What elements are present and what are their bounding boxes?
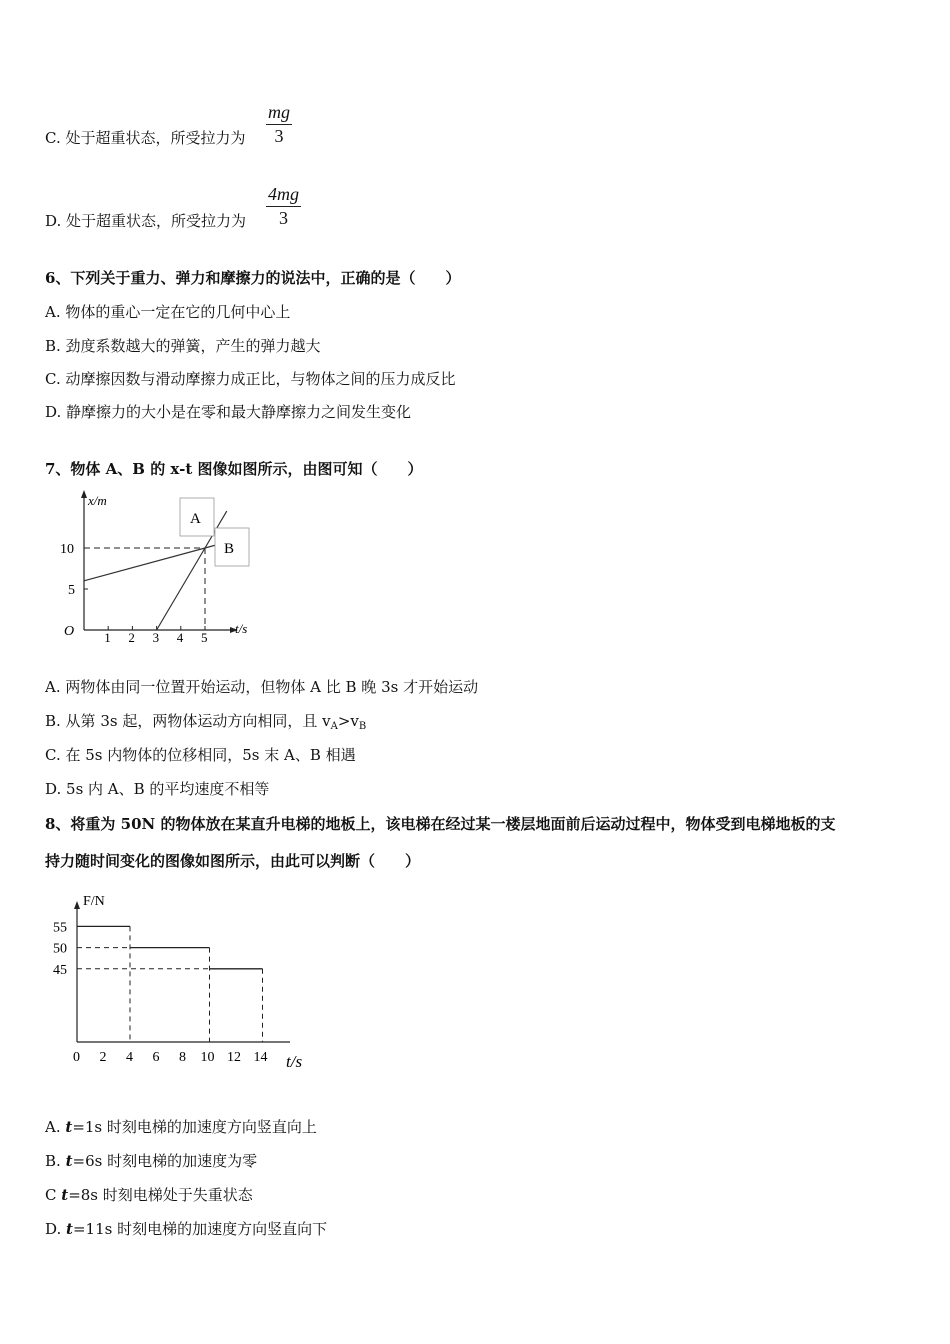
q8-x-tick-label: 2: [99, 1050, 107, 1065]
q5-c-numerator: mg: [266, 102, 292, 125]
q5-d-denominator: 3: [279, 208, 288, 228]
q8-x-tick-label: 14: [253, 1050, 268, 1065]
q8-ft-graph: [45, 885, 325, 1075]
q6-stem: 6、下列关于重力、弹力和摩擦力的说法中，正确的是（ ）: [45, 269, 461, 287]
q7-option-b: [45, 711, 366, 737]
q7-series-b-label: B: [224, 541, 235, 557]
q8-option-b-text: =6s 时刻电梯的加速度为零: [72, 1152, 258, 1170]
q5-c-denominator: 3: [274, 126, 284, 146]
q6-option-d: D. 静摩擦力的大小是在零和最大静摩擦力之间发生变化: [45, 403, 412, 421]
q8-y-tick-label: 45: [53, 962, 67, 978]
q5-option-d-fraction: [266, 184, 301, 229]
q7-y-axis-arrow: [81, 490, 87, 498]
q7-y-tick-label: 5: [68, 583, 75, 598]
q7-option-b-text: B. 从第 3s 起，两物体运动方向相同，且 v: [45, 712, 331, 730]
q7-option-b-sub-a: A: [330, 721, 338, 732]
q8-x-axis-label: t/s: [286, 1052, 303, 1071]
q6-option-a: A. 物体的重心一定在它的几何中心上: [45, 303, 291, 321]
q7-x-tick-label: 5: [201, 630, 208, 645]
q7-y-tick-label: 10: [60, 542, 74, 557]
q8-stem-line1: 8、将重为 50N 的物体放在某直升电梯的地板上，该电梯在经过某一楼层地面前后运动过程中，物体受到电梯地板的支: [45, 815, 836, 833]
q8-x-tick-label: 0: [73, 1050, 80, 1065]
q8-option-d-var: t: [66, 1220, 73, 1238]
q8-option-d: [45, 1219, 327, 1239]
q8-y-tick-label: 50: [53, 941, 67, 957]
q5-d-numerator: 4mg: [266, 184, 301, 207]
q8-option-d-text: =11s 时刻电梯的加速度方向竖直向下: [72, 1220, 328, 1238]
q7-option-d: D. 5s 内 A、B 的平均速度不相等: [45, 780, 270, 798]
q7-x-tick-label: 3: [152, 630, 160, 645]
q7-y-axis-label: x/m: [88, 493, 107, 508]
q7-origin-label: O: [64, 624, 75, 639]
q8-option-a-prefix: A.: [45, 1118, 66, 1136]
q7-x-tick-label: 4: [176, 630, 184, 645]
q8-y-axis-label: F/N: [83, 894, 105, 909]
q8-y-axis-arrow: [74, 901, 80, 909]
q8-option-b: [45, 1151, 257, 1171]
q7-series-b-line: [84, 540, 234, 581]
q7-xt-graph: [58, 485, 268, 650]
q8-option-c-var: t: [61, 1186, 69, 1204]
q8-x-tick-label: 10: [200, 1050, 215, 1065]
q8-option-a: [45, 1117, 317, 1137]
q6-option-b: B. 劲度系数越大的弹簧，产生的弹力越大: [45, 337, 321, 355]
q8-option-a-text: =1s 时刻电梯的加速度方向竖直向上: [72, 1118, 317, 1136]
q8-x-tick-label: 4: [126, 1050, 133, 1065]
q5-option-c-fraction: [266, 102, 292, 147]
q5-option-d: D. 处于超重状态，所受拉力为: [45, 212, 247, 230]
q7-x-axis-label: t/s: [235, 621, 248, 636]
q7-option-a: A. 两物体由同一位置开始运动，但物体 A 比 B 晚 3s 才开始运动: [45, 678, 479, 696]
q8-stem-line2: 持力随时间变化的图像如图所示，由此可以判断（ ）: [45, 852, 421, 870]
q8-option-a-var: t: [65, 1118, 73, 1136]
q7-option-b-gt: >v: [337, 712, 359, 730]
q8-x-tick-label: 6: [152, 1050, 160, 1065]
q8-x-tick-label: 8: [179, 1050, 186, 1065]
q8-option-c: [45, 1185, 253, 1205]
q8-option-d-prefix: D.: [45, 1220, 67, 1238]
q8-option-b-prefix: B.: [45, 1152, 66, 1170]
q5-option-c: C. 处于超重状态，所受拉力为: [45, 129, 246, 147]
q7-series-a-label: A: [190, 511, 201, 527]
q8-option-c-prefix: C: [45, 1186, 62, 1204]
q8-option-b-var: t: [65, 1152, 73, 1170]
q7-option-b-sub-b: B: [358, 721, 367, 732]
q6-option-c: C. 动摩擦因数与滑动摩擦力成正比，与物体之间的压力成反比: [45, 370, 456, 388]
q8-x-tick-label: 12: [227, 1050, 241, 1065]
q7-stem: 7、物体 A、B 的 x-t 图像如图所示，由图可知（ ）: [45, 460, 423, 478]
q7-x-tick-label: 1: [104, 630, 111, 645]
q8-y-tick-label: 55: [53, 920, 67, 936]
q7-x-tick-label: 2: [128, 630, 135, 645]
q8-option-c-text: =8s 时刻电梯处于失重状态: [68, 1186, 253, 1204]
q7-option-c: C. 在 5s 内物体的位移相同，5s 末 A、B 相遇: [45, 746, 356, 764]
